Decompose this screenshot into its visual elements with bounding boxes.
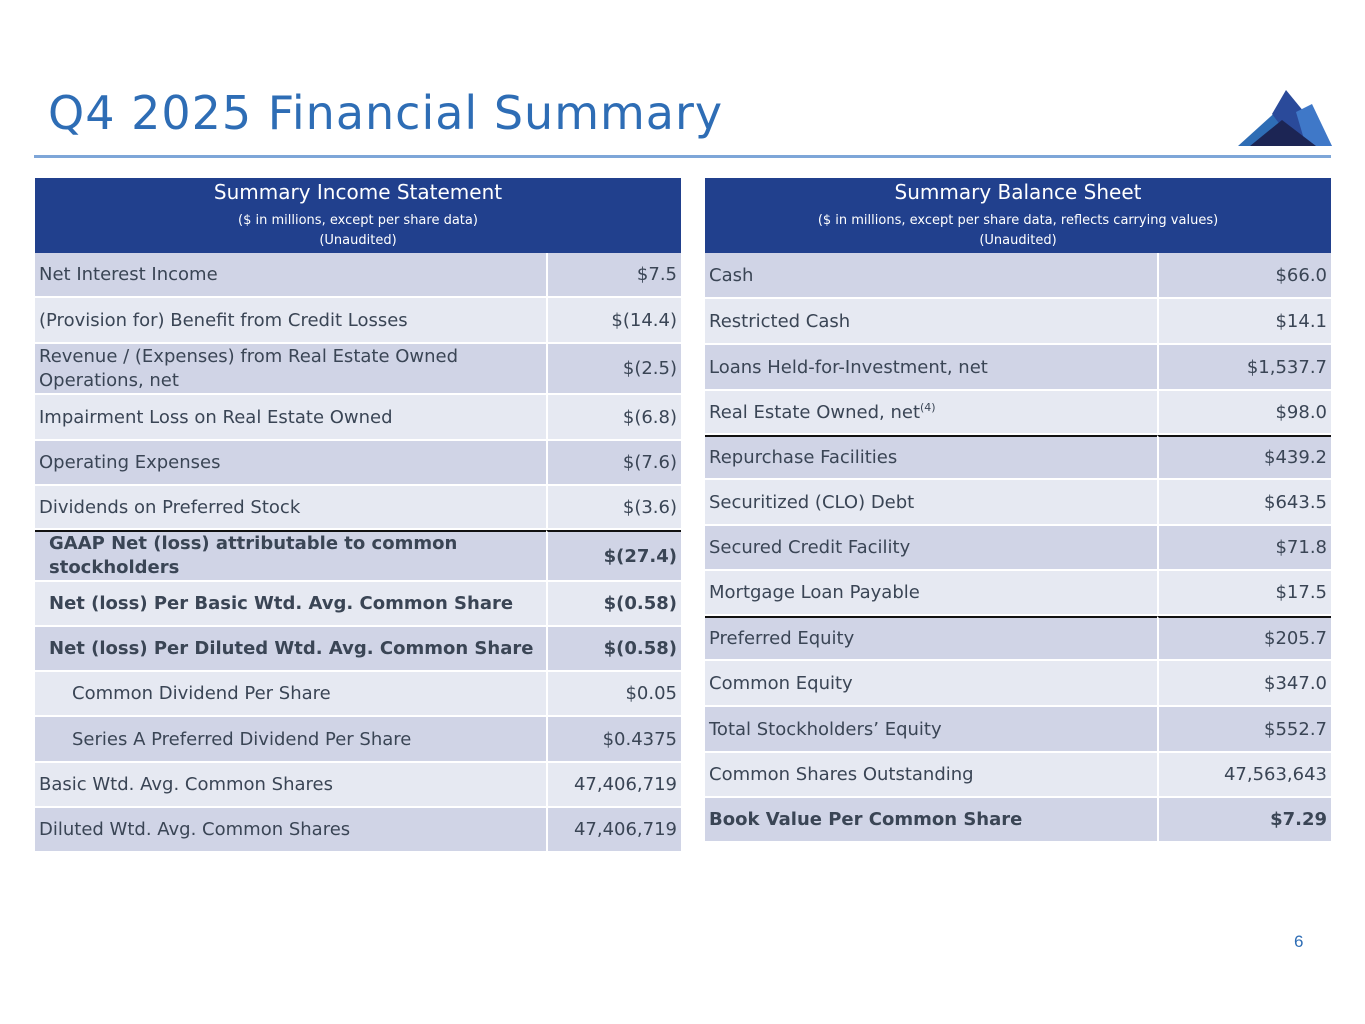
table-row (705, 299, 1331, 345)
table-row (35, 344, 681, 395)
row-value: $7.29 (1157, 798, 1331, 843)
income-statement-table (35, 178, 681, 853)
table-row (705, 526, 1331, 571)
row-value: $552.7 (1157, 707, 1331, 753)
page-title: Q4 2025 Financial Summary (48, 86, 724, 140)
table-row (35, 253, 681, 298)
row-label: Preferred Equity (705, 616, 1157, 661)
balance-sheet-table (705, 178, 1331, 843)
table-row (705, 798, 1331, 843)
row-label: Repurchase Facilities (705, 435, 1157, 480)
footnote-marker: (4) (920, 401, 936, 414)
table-row (705, 435, 1331, 480)
row-label: Net (loss) Per Diluted Wtd. Avg. Common Share (35, 627, 546, 672)
row-value: $(14.4) (546, 298, 681, 344)
balance-sheet-note: (Unaudited) (979, 233, 1057, 248)
table-row (35, 441, 681, 486)
table-row (705, 661, 1331, 707)
row-label: Net (loss) Per Basic Wtd. Avg. Common Share (35, 582, 546, 627)
table-row (705, 707, 1331, 753)
row-value: $(3.6) (546, 486, 681, 530)
row-value: $347.0 (1157, 661, 1331, 707)
row-value: $71.8 (1157, 526, 1331, 571)
table-row (35, 530, 681, 582)
table-row (705, 753, 1331, 798)
row-label: Mortgage Loan Payable (705, 571, 1157, 616)
row-value: $(7.6) (546, 441, 681, 486)
table-row (35, 672, 681, 717)
table-row (705, 480, 1331, 526)
row-label (705, 391, 1157, 435)
table-row (35, 582, 681, 627)
row-value: $7.5 (546, 253, 681, 298)
row-value: $98.0 (1157, 391, 1331, 435)
row-label: Securitized (CLO) Debt (705, 480, 1157, 526)
row-value: $66.0 (1157, 253, 1331, 299)
row-value: 47,406,719 (546, 808, 681, 853)
table-row (35, 808, 681, 853)
table-row (35, 298, 681, 344)
row-label-text: Real Estate Owned, net (709, 402, 920, 423)
row-value: $(2.5) (546, 344, 681, 395)
table-row (35, 395, 681, 441)
row-label: Cash (705, 253, 1157, 299)
row-label: Total Stockholders’ Equity (705, 707, 1157, 753)
row-label: Restricted Cash (705, 299, 1157, 345)
row-label: Series A Preferred Dividend Per Share (35, 717, 546, 763)
row-value: $0.4375 (546, 717, 681, 763)
table-row (705, 345, 1331, 391)
table-row (705, 616, 1331, 661)
row-label: (Provision for) Benefit from Credit Losses (35, 298, 546, 344)
row-label: Common Shares Outstanding (705, 753, 1157, 798)
row-value: $(6.8) (546, 395, 681, 441)
row-label: Book Value Per Common Share (705, 798, 1157, 843)
row-label: Revenue / (Expenses) from Real Estate Owned Operations, net (35, 344, 546, 395)
row-value: $17.5 (1157, 571, 1331, 616)
table-row (35, 627, 681, 672)
row-label: GAAP Net (loss) attributable to common stockholders (35, 530, 546, 582)
table-row (705, 253, 1331, 299)
title-divider (34, 155, 1331, 158)
row-label: Diluted Wtd. Avg. Common Shares (35, 808, 546, 853)
table-row (705, 391, 1331, 435)
row-value: $0.05 (546, 672, 681, 717)
row-label: Secured Credit Facility (705, 526, 1157, 571)
row-value: $(27.4) (546, 530, 681, 582)
row-label: Basic Wtd. Avg. Common Shares (35, 763, 546, 808)
row-value: $439.2 (1157, 435, 1331, 480)
row-value: $205.7 (1157, 616, 1331, 661)
table-row (705, 571, 1331, 616)
mountain-logo-icon (1236, 88, 1332, 148)
row-value: $1,537.7 (1157, 345, 1331, 391)
income-statement-title: Summary Income Statement (213, 180, 503, 204)
table-row (35, 763, 681, 808)
row-label: Common Dividend Per Share (35, 672, 546, 717)
table-row (35, 717, 681, 763)
row-value: $(0.58) (546, 627, 681, 672)
row-label: Common Equity (705, 661, 1157, 707)
balance-sheet-title: Summary Balance Sheet (894, 180, 1142, 204)
balance-sheet-header (705, 178, 1331, 253)
row-label: Net Interest Income (35, 253, 546, 298)
row-label: Loans Held-for-Investment, net (705, 345, 1157, 391)
row-label: Impairment Loss on Real Estate Owned (35, 395, 546, 441)
row-value: 47,406,719 (546, 763, 681, 808)
row-value: 47,563,643 (1157, 753, 1331, 798)
income-statement-note: (Unaudited) (319, 233, 397, 248)
row-value: $(0.58) (546, 582, 681, 627)
row-value: $14.1 (1157, 299, 1331, 345)
balance-sheet-subtitle: ($ in millions, except per share data, reflects carrying values) (817, 213, 1219, 228)
row-label: Dividends on Preferred Stock (35, 486, 546, 530)
row-value: $643.5 (1157, 480, 1331, 526)
income-statement-subtitle: ($ in millions, except per share data) (238, 213, 478, 228)
page-number: 6 (1294, 932, 1304, 951)
table-row (35, 486, 681, 530)
row-label: Operating Expenses (35, 441, 546, 486)
income-statement-header (35, 178, 681, 253)
